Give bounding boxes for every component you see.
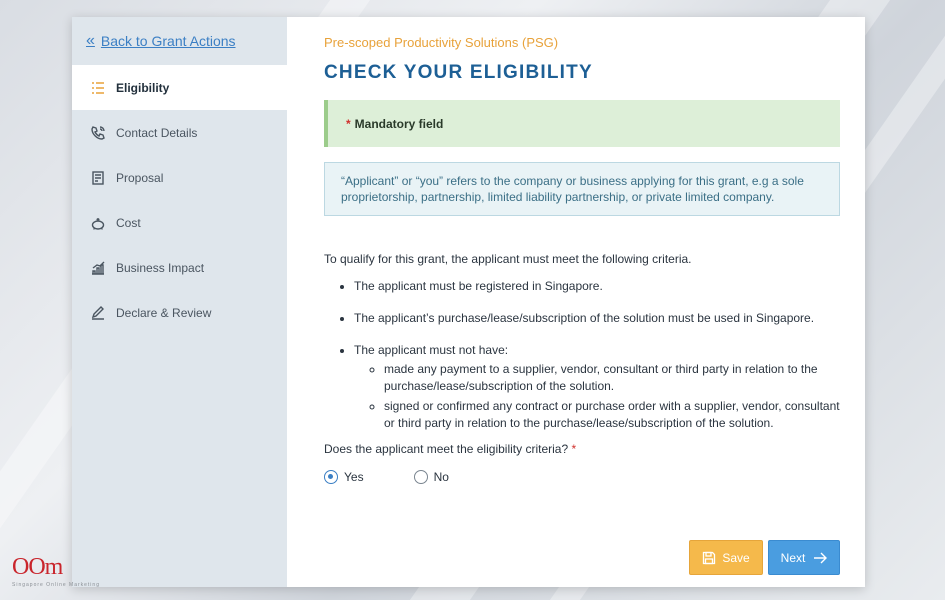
form-actions [689, 540, 840, 575]
brand-tagline: Singapore Online Marketing [12, 582, 100, 588]
mandatory-label: Mandatory field [354, 116, 444, 131]
list-item-text: The applicant must not have: [354, 343, 509, 357]
criteria-list [324, 278, 840, 432]
yes-label: Yes [344, 470, 364, 484]
app-window [72, 17, 865, 587]
sidebar-item-proposal[interactable] [72, 155, 287, 200]
list-item: ◦ signed or confirmed any contract or purchase order with a supplier, vendor, consultant or third party in relation to the purchase/lease/subscription of the solution. [384, 398, 840, 432]
sidebar-item-declare-review[interactable] [72, 290, 287, 335]
brand-logo: OOm [12, 554, 63, 580]
no-radio[interactable] [414, 470, 449, 484]
criteria-intro: To qualify for this grant, the applicant must meet the following criteria. [324, 252, 692, 266]
grant-subtitle: Pre-scoped Productivity Solutions (PSG) [324, 35, 559, 50]
sidebar-item-cost[interactable] [72, 200, 287, 245]
next-label: Next [780, 550, 806, 565]
sidebar-item-label: Business Impact [116, 260, 205, 275]
sidebar-item-label: Declare & Review [116, 305, 212, 320]
applicant-info-box: “Applicant” or “you” refers to the company or business applying for this grant, e.g a sole proprietorship, partnership, limited liability partnership, or private limited company. [324, 162, 840, 216]
mandatory-field-notice [324, 100, 840, 147]
piggy-bank-icon [90, 215, 106, 231]
yes-radio[interactable] [324, 470, 364, 484]
sidebar [72, 17, 287, 587]
back-to-grant-actions-link[interactable] [72, 17, 287, 65]
list-item [354, 342, 840, 432]
sub-criteria-list [354, 361, 840, 432]
no-label: No [433, 470, 449, 484]
sidebar-item-label: Proposal [116, 170, 164, 185]
radio-unchecked-icon[interactable] [414, 470, 428, 484]
sidebar-item-label: Eligibility [116, 80, 170, 95]
back-link-label: Back to Grant Actions [100, 33, 236, 49]
question-label: Does the applicant meet the eligibility criteria? [324, 442, 569, 456]
sidebar-item-contact-details[interactable] [72, 110, 287, 155]
radio-checked-icon[interactable] [324, 470, 338, 484]
page-title: CHECK YOUR ELIGIBILITY [324, 62, 593, 83]
sidebar-item-label: Contact Details [116, 125, 198, 140]
list-icon [90, 80, 106, 96]
required-marker: * [571, 442, 577, 456]
save-button[interactable] [689, 540, 763, 575]
sidebar-item-eligibility[interactable] [72, 65, 287, 110]
bar-chart-icon [90, 260, 106, 276]
double-chevron-left-icon: « [86, 32, 95, 49]
next-button[interactable] [768, 540, 840, 575]
list-item: • The applicant must be registered in Singapore. [354, 278, 840, 294]
save-label: Save [722, 550, 750, 565]
arrow-right-icon [813, 551, 827, 565]
list-item: ◦ made any payment to a supplier, vendor, consultant or third party in relation to the purchase/lease/subscription of the solution. [384, 361, 840, 395]
document-icon [90, 170, 106, 186]
required-marker: * [346, 116, 351, 131]
sidebar-item-business-impact[interactable] [72, 245, 287, 290]
eligibility-question [324, 442, 840, 456]
sidebar-item-label: Cost [116, 215, 141, 230]
phone-icon [90, 125, 106, 141]
list-item: • The applicant’s purchase/lease/subscription of the solution must be used in Singapore. [354, 310, 840, 326]
eligibility-radio-group [324, 470, 840, 484]
floppy-disk-icon [702, 551, 716, 565]
main-content [287, 17, 865, 587]
pen-icon [90, 305, 106, 321]
